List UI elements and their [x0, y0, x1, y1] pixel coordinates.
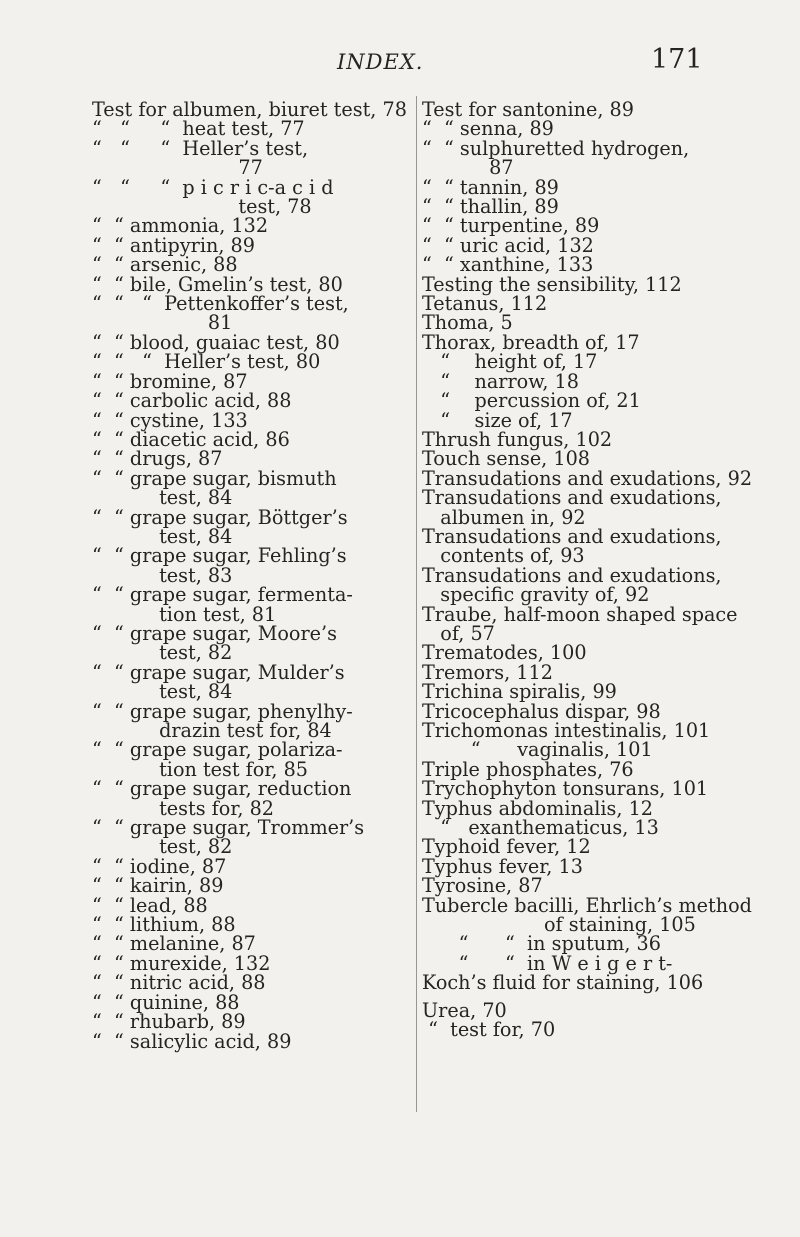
- index-entry: “ height of, 17: [422, 350, 598, 374]
- index-entry: Testing the sensibility, 112: [422, 272, 682, 296]
- index-entry: “ “ “ Pettenkoffer’s test,: [92, 292, 349, 316]
- index-entry: “ “ senna, 89: [422, 117, 554, 141]
- index-entry: tion test, 81: [92, 602, 277, 626]
- index-entry: Tubercle bacilli, Ehrlich’s method: [422, 893, 752, 917]
- index-entry: Traube, half-moon shaped space: [422, 602, 738, 626]
- index-entry: “ “ grape sugar, Mulder’s: [92, 660, 345, 684]
- index-entry: “ “ diacetic acid, 86: [92, 427, 290, 451]
- index-entry: “ “ xanthine, 133: [422, 253, 594, 277]
- index-entry: Thoma, 5: [422, 311, 513, 335]
- index-entry: albumen in, 92: [422, 505, 586, 529]
- index-entry: Transudations and exudations,: [422, 524, 722, 548]
- index-entry: Tetanus, 112: [422, 292, 548, 316]
- index-entry: test, 82: [92, 835, 233, 859]
- index-entry: drazin test for, 84: [92, 719, 332, 742]
- index-entry: “ “ “ heat test, 77: [92, 117, 305, 141]
- index-entry: “ “ ammonia, 132: [92, 214, 269, 238]
- index-entry: tests for, 82: [92, 796, 274, 820]
- index-entry: “ vaginalis, 101: [422, 738, 653, 762]
- index-entry: Tricocephalus dispar, 98: [422, 699, 661, 723]
- index-entry: “ “ tannin, 89: [422, 175, 559, 199]
- index-entry: “ “ quinine, 88: [92, 990, 240, 1014]
- index-entry: Urea, 70: [422, 998, 507, 1022]
- index-entry: “ test for, 70: [422, 1018, 556, 1042]
- index-entry: Trichina spiralis, 99: [422, 680, 617, 704]
- index-entry: “ “ nitric acid, 88: [92, 971, 266, 995]
- index-entry: “ “ in sputum, 36: [422, 932, 661, 956]
- index-entry: Trichomonas intestinalis, 101: [422, 719, 711, 742]
- index-entry: “ “ murexide, 132: [92, 951, 271, 975]
- index-entry: “ “ drugs, 87: [92, 447, 223, 471]
- index-entry: “ “ kairin, 89: [92, 874, 224, 898]
- index-entry: “ “ cystine, 133: [92, 408, 248, 432]
- index-entry: “ “ grape sugar, phenylhy-: [92, 699, 353, 723]
- index-entry: of staining, 105: [422, 913, 696, 937]
- index-entry: Triple phosphates, 76: [422, 757, 634, 781]
- index-entry: “ “ grape sugar, bismuth: [92, 466, 337, 490]
- index-entry: 77: [92, 156, 263, 180]
- index-entry: test, 82: [92, 641, 233, 665]
- index-entry: of, 57: [422, 621, 495, 645]
- index-entry: “ “ iodine, 87: [92, 854, 227, 878]
- index-entry: “ “ grape sugar, Fehling’s: [92, 544, 347, 568]
- page-header: [0, 44, 800, 84]
- index-entry: Typhoid fever, 12: [422, 835, 591, 859]
- index-entry: “ “ blood, guaiac test, 80: [92, 330, 340, 354]
- index-entry: “ “ bromine, 87: [92, 369, 248, 393]
- index-column-left: [92, 100, 414, 1051]
- index-entry: “ “ arsenic, 88: [92, 253, 238, 277]
- index-entry: Transudations and exudations, 92: [422, 466, 753, 490]
- index-entry: “ “ turpentine, 89: [422, 214, 600, 238]
- index-entry: “ “ antipyrin, 89: [92, 233, 255, 257]
- index-entry: tion test for, 85: [92, 757, 308, 781]
- index-entry: Touch sense, 108: [422, 447, 591, 471]
- index-entry: “ “ grape sugar, polariza-: [92, 738, 343, 762]
- index-entry: Test for albumen, biuret test, 78: [92, 98, 407, 121]
- index-entry: test, 78: [92, 195, 312, 219]
- index-entry: 87: [422, 156, 514, 180]
- index-entry: “ “ carbolic acid, 88: [92, 389, 292, 413]
- index-entry: “ “ “ Heller’s test, 80: [92, 350, 321, 374]
- index-entry: “ “ “ p i c r i c-a c i d: [92, 175, 334, 199]
- index-entry: Transudations and exudations,: [422, 486, 722, 510]
- index-entry: “ “ bile, Gmelin’s test, 80: [92, 272, 343, 296]
- index-entry: “ “ grape sugar, Böttger’s: [92, 505, 348, 529]
- index-entry: specific gravity of, 92: [422, 583, 650, 607]
- running-title: INDEX.: [337, 50, 424, 74]
- index-entry: “ exanthematicus, 13: [422, 816, 659, 840]
- index-entry: Tyrosine, 87: [422, 874, 543, 898]
- index-entry: “ “ “ Heller’s test,: [92, 136, 309, 160]
- index-entry: “ size of, 17: [422, 408, 573, 432]
- index-entry: 81: [92, 311, 233, 335]
- index-entry: “ “ thallin, 89: [422, 195, 559, 219]
- index-entry: Trematodes, 100: [422, 641, 587, 665]
- index-entry: “ “ lithium, 88: [92, 913, 236, 937]
- index-entry: “ “ melanine, 87: [92, 932, 256, 956]
- index-entry: “ “ uric acid, 132: [422, 233, 594, 257]
- index-entry: Typhus fever, 13: [422, 854, 583, 878]
- index-entry: “ “ grape sugar, fermenta-: [92, 583, 353, 607]
- index-entry: “ “ salicylic acid, 89: [92, 1029, 292, 1053]
- index-entry: Transudations and exudations,: [422, 563, 722, 587]
- index-entry: “ narrow, 18: [422, 369, 579, 393]
- index-entry: “ “ grape sugar, Moore’s: [92, 621, 337, 645]
- index-entry: “ “ in W e i g e r t-: [422, 951, 673, 975]
- index-entry: test, 84: [92, 524, 233, 548]
- index-entry: contents of, 93: [422, 544, 585, 568]
- index-entry: Koch’s fluid for staining, 106: [422, 971, 704, 995]
- column-divider: [416, 96, 417, 1112]
- index-entry: Typhus abdominalis, 12: [422, 796, 653, 820]
- index-entry: test, 84: [92, 486, 233, 510]
- index-entry: Thorax, breadth of, 17: [422, 330, 640, 354]
- index-entry: test, 84: [92, 680, 233, 704]
- index-entry: “ “ sulphuretted hydrogen,: [422, 136, 690, 160]
- index-entry: “ percussion of, 21: [422, 389, 641, 413]
- index-entry: “ “ grape sugar, Trommer’s: [92, 816, 365, 840]
- index-entry: “ “ rhubarb, 89: [92, 1010, 246, 1034]
- index-entry: Thrush fungus, 102: [422, 427, 613, 451]
- page-number: 171: [651, 44, 703, 75]
- index-entry: Test for santonine, 89: [422, 98, 634, 121]
- index-entry: Tremors, 112: [422, 660, 553, 684]
- index-entry: Trychophyton tonsurans, 101: [422, 777, 709, 801]
- index-entry: test, 83: [92, 563, 233, 587]
- index-entry: “ “ grape sugar, reduction: [92, 777, 352, 801]
- index-entry: “ “ lead, 88: [92, 893, 208, 917]
- index-column-right: [422, 98, 753, 1042]
